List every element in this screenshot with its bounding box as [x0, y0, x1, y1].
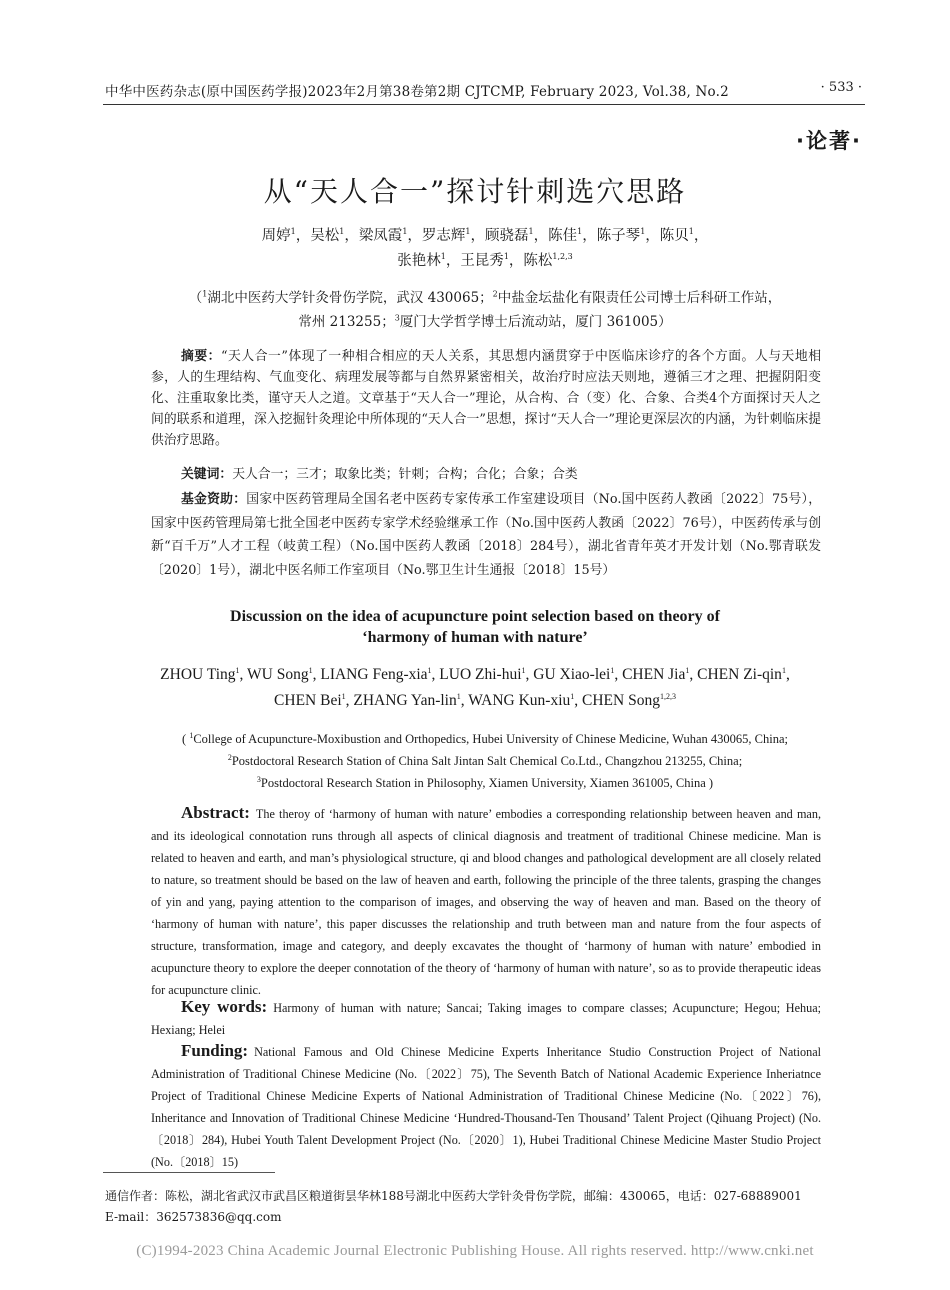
article-title-en-line1: Discussion on the idea of acupuncture point selection based on theory of — [230, 608, 720, 625]
author-name-cn: 陈松 — [523, 253, 553, 269]
keywords-cn — [151, 464, 821, 485]
author-name-cn: 陈佳 — [548, 228, 578, 244]
keywords-cn-text: 天人合一；三才；取象比类；针刺；合构；合化；合象；合类 — [232, 467, 578, 482]
article-title-cn: 从“天人合一”探讨针刺选穴思路 — [263, 175, 687, 208]
author-name-en: WU Song — [247, 666, 309, 683]
correspondence-address: 通信作者：陈松，湖北省武汉市武昌区粮道街昙华林188号湖北中医药大学针灸骨伤学院，邮编：430065，电话：027-68889001 — [105, 1189, 802, 1203]
author-affiliation-sup: 1 — [290, 227, 296, 237]
author-name-cn: 周婷 — [261, 228, 291, 244]
abstract-en-label: Abstract: — [181, 803, 250, 822]
author-affiliation-sup: 1 — [440, 252, 446, 262]
author-affiliation-sup: 1 — [570, 691, 575, 701]
authors-en — [130, 662, 820, 714]
affiliations-en-line3: $^3$Postdoctoral Research Station in Philosophy, Xiamen University, Xiamen 361005, China ) — [256, 774, 714, 790]
affiliations-en-line2: $^2$Postdoctoral Research Station of China Salt Jintan Salt Chemical Co.Ltd., Changzhou 213255, China; — [227, 752, 743, 768]
affiliations-en-line1: ( $^1$College of Acupuncture-Moxibustion and Orthopedics, Hubei University of Chinese Medicine, Wuhan 430065, China; — [182, 730, 788, 746]
journal-header: 中华中医药杂志(原中国医药学报)2023年2月第38卷第2期 CJTCMP, February 2023, Vol.38, No.2 — [105, 84, 729, 100]
author-affiliation-sup: 1 — [235, 665, 240, 675]
footnote-rule — [103, 1172, 275, 1173]
authors-cn-line2: 张艳林$^1$，王昆秀$^1$，陈松$^{1,2,3}$ — [397, 252, 573, 269]
author-affiliation-sup: 1 — [688, 227, 694, 237]
abstract-en — [151, 802, 821, 1001]
author-name-cn: 张艳林 — [397, 253, 441, 269]
funding-cn-label: 基金资助： — [181, 492, 247, 507]
author-name-en: CHEN Zi-qin — [697, 666, 782, 683]
affiliations-cn-line1: （$^1$湖北中医药大学针灸骨伤学院，武汉 430065；$^2$中盐金坛盐化有限责任公司博士后科研工作站， — [188, 289, 782, 306]
author-affiliation-sup: 1 — [640, 227, 646, 237]
funding-en-label: Funding: — [181, 1041, 249, 1060]
section-label: ·论著· — [796, 129, 862, 153]
author-affiliation-sup: 1 — [341, 691, 346, 701]
header-rule — [103, 104, 865, 105]
correspondence — [105, 1186, 802, 1228]
article-title-en-line2: ‘harmony of human with nature’ — [362, 629, 588, 646]
author-name-en: CHEN Jia — [622, 666, 686, 683]
authors-cn — [160, 224, 810, 274]
abstract-cn — [151, 346, 821, 451]
author-name-en: ZHOU Ting — [160, 666, 236, 683]
author-affiliation-sup: 1 — [685, 665, 690, 675]
article-title-en — [0, 606, 950, 648]
author-name-en: LIANG Feng-xia — [320, 666, 428, 683]
author-affiliation-sup: 1,2,3 — [659, 691, 676, 701]
author-name-en: WANG Kun-xiu — [468, 692, 571, 709]
author-affiliation-sup: 1 — [528, 227, 534, 237]
author-name-cn: 陈贝 — [659, 228, 689, 244]
author-affiliation-sup: 1 — [465, 227, 471, 237]
author-name-cn: 陈子琴 — [596, 228, 641, 244]
keywords-cn-label: 关键词： — [181, 467, 233, 482]
author-name-en: GU Xiao-lei — [533, 666, 611, 683]
author-name-cn: 王昆秀 — [460, 253, 504, 269]
abstract-cn-label: 摘要： — [181, 349, 221, 364]
author-name-cn: 顾骁磊 — [485, 228, 529, 244]
funding-cn-text: 国家中医药管理局全国名老中医药专家传承工作室建设项目（No.国中医药人教函〔2022〕75号），国家中医药管理局第七批全国老中医药专家学术经验继承工作（No.国中医药人教函〔2022〕76号），中医药传承与创新“百千万”人才工程（岐黄工程）（No.国中医药人教函〔2018〕284号），湖北省青年英才开发计划（No.鄂青联发〔2020〕1号），湖北中医名师工作室项目（No.鄂卫生计生通报〔2018〕15号） — [151, 492, 821, 578]
keywords-en-label: Key words: — [181, 997, 268, 1016]
author-affiliation-sup: 1 — [308, 665, 313, 675]
author-name-en: ZHANG Yan-lin — [353, 692, 457, 709]
abstract-en-text: The theroy of ‘harmony of human with nature’ embodies a corresponding relationship between heaven and man, and its ideological connotation runs through all aspects of clinical diagnosis and treatment of traditional Chinese medicine. Man is related to heaven and earth, and man’s physiological structure, qi and blood changes and pathological development are all closely related to nature, so treatment should be based on the law of heaven and earth, following the principle of the three talents, grasping the changes of yin and yang, paying attention to the comparison of images, and observing the way of heaven and man. Based on the theory of ‘harmony of human with nature’, this paper discusses the relationship and truth between man and nature from the four aspects of structure, transformation, image and category, and deeply excavates the thought of ‘harmony of human with nature’ embodied in acupuncture theory to explore the deeper connotation of the theory of ‘harmony of human with nature’, so as to provide therapeutic ideas for acupuncture clinic. — [151, 807, 821, 997]
author-affiliation-sup: 1,2,3 — [552, 252, 573, 262]
author-name-cn: 梁凤霞 — [358, 228, 403, 244]
affiliations-en — [120, 728, 850, 794]
author-name-en: LUO Zhi-hui — [439, 666, 522, 683]
author-affiliation-sup: 1 — [427, 665, 432, 675]
author-affiliation-sup: 1 — [610, 665, 615, 675]
authors-en-line2: CHEN Bei$^1$, ZHANG Yan-lin$^1$, WANG Kun-xiu$^1$, CHEN Song$^{1,2,3}$ — [274, 691, 676, 709]
author-name-en: CHEN Bei — [274, 692, 342, 709]
author-name-cn: 罗志辉 — [421, 228, 466, 244]
author-affiliation-sup: 1 — [577, 227, 583, 237]
correspondence-email: E-mail：362573836@qq.com — [105, 1210, 282, 1224]
keywords-en — [151, 996, 821, 1041]
author-name-en: CHEN Song — [582, 692, 660, 709]
author-affiliation-sup: 1 — [339, 227, 345, 237]
author-affiliation-sup: 1 — [781, 665, 786, 675]
authors-en-line1: ZHOU Ting$^1$, WU Song$^1$, LIANG Feng-xia$^1$, LUO Zhi-hui$^1$, GU Xiao-lei$^1$, CHEN Jia$^1$, CHEN Zi-qin$^1$, — [160, 665, 790, 683]
author-name-cn: 吴松 — [310, 228, 340, 244]
copyright-watermark: (C)1994-2023 China Academic Journal Electronic Publishing House. All rights reserved. http://www.cnki.net — [136, 1243, 814, 1259]
funding-en — [151, 1040, 821, 1173]
page-number: · 533 · — [820, 80, 862, 95]
author-affiliation-sup: 1 — [456, 691, 461, 701]
affiliations-cn-line2: 常州 213255；$^3$厦门大学哲学博士后流动站，厦门 361005） — [298, 313, 672, 330]
keywords-en-text: Harmony of human with nature; Sancai; Taking images to compare classes; Acupuncture; Hegou; Hehua; Hexiang; Helei — [151, 1001, 821, 1037]
authors-cn-line1: 周婷$^1$，吴松$^1$，梁凤霞$^1$，罗志辉$^1$，顾骁磊$^1$，陈佳$^1$，陈子琴$^1$，陈贝$^1$， — [261, 227, 709, 244]
affiliations-cn — [110, 286, 860, 334]
funding-cn — [151, 488, 821, 582]
abstract-cn-text: “天人合一”体现了一种相合相应的天人关系，其思想内涵贯穿于中医临床诊疗的各个方面。人与天地相参，人的生理结构、气血变化、病理发展等都与自然界紧密相关，故治疗时应法天则地，遵循三才之理、把握阴阳变化、注重取象比类，谨守天人之道。文章基于“天人合一”理论，从合构、合（变）化、合象、合类4个方面探讨天人之间的联系和道理，深入挖掘针灸理论中所体现的“天人合一”思想，探讨“天人合一”理论更深层次的内涵，为针刺临床提供治疗思路。 — [151, 349, 821, 448]
author-affiliation-sup: 1 — [503, 252, 509, 262]
funding-en-text: National Famous and Old Chinese Medicine Experts Inheritance Studio Construction Project of National Administration of Traditional Chinese Medicine (No.〔2022〕75), The Seventh Batch of National Academic Experience Inheriatnce Project of Traditional Chinese Medicine Experts of National Administration of Traditional Chinese Medicine (No.〔2022〕76), Inheritance and Innovation of Traditional Chinese Medicine ‘Hundred-Thousand-Ten Thousand’ Talent Project (Qihuang Project) (No.〔2018〕284), Hubei Youth Talent Development Project (No.〔2020〕1), Hubei Traditional Chinese Medicine Master Studio Project (No.〔2018〕15) — [151, 1045, 821, 1169]
author-affiliation-sup: 1 — [521, 665, 526, 675]
author-affiliation-sup: 1 — [402, 227, 408, 237]
